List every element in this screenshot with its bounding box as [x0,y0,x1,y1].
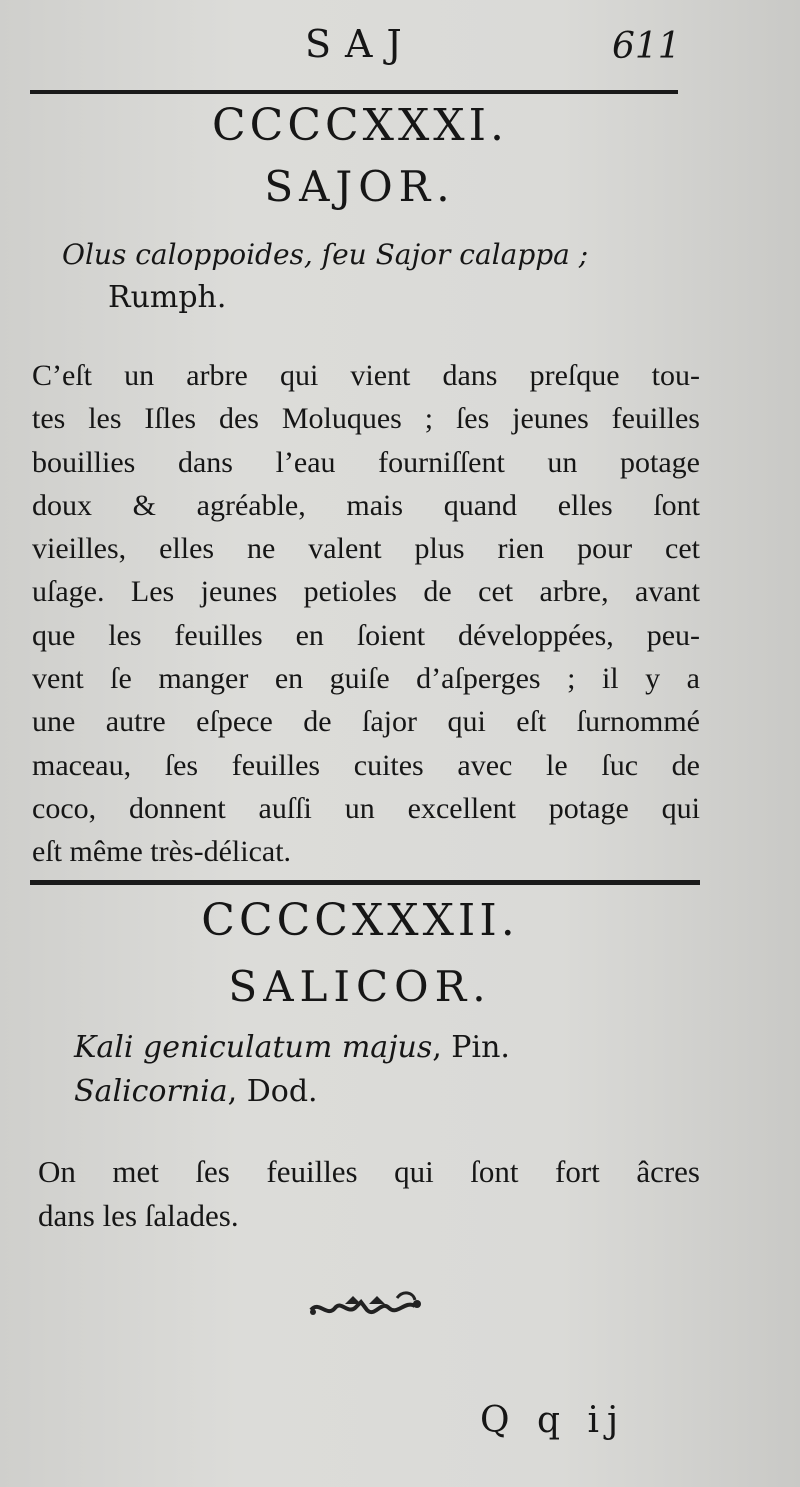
entry-number: CCCCXXXI. [211,100,508,151]
section-rule [30,880,700,885]
page-number: 611 [612,26,681,67]
running-title: SAJ [305,22,416,66]
entry-heading: SALICOR. [228,962,492,1011]
text-line: bouillies dans l’eau fourniſſent un potage [32,445,700,479]
fleuron-ornament-icon [305,1288,425,1324]
text-line: dans les ſalades. [38,1198,239,1233]
text-line: eſt même très-délicat. [32,835,292,869]
text-line: maceau, ſes feuilles cuites avec le ſuc de [32,748,700,782]
synonym-latin: Kali geniculatum majus [74,1030,433,1065]
running-head [0,22,800,72]
text-line: que les feuilles en ſoient développées, peu- [32,618,700,652]
entry-text [38,1150,700,1238]
text-line: vent ſe manger en guiſe d’aſperges ; il y a [32,662,700,696]
signature-mark: Q q ij [480,1400,627,1441]
header-rule [30,90,678,94]
text-line: une autre eſpece de ſajor qui eſt ſurnommé [32,705,700,739]
entry-synonym [74,1030,510,1065]
synonym-latin: Salicornia [74,1074,228,1109]
synonym-author: , Pin. [432,1030,510,1065]
entry-number: CCCCXXXII. [201,895,519,946]
entry-synonym [74,1074,318,1109]
text-line: coco, donnent auſſi un excellent potage qui [32,791,700,825]
entry-synonym: Olus caloppoides, ſeu Sajor calappa ; [62,238,589,271]
entry-heading: SAJOR. [264,162,456,211]
entry-text [32,354,700,874]
entry-synonym-author: Rumph. [108,280,227,315]
text-line: C’eſt un arbre qui vient dans preſque tou- [32,359,700,392]
text-line: doux & agréable, mais quand elles ſont [32,488,700,522]
text-line: On met ſes feuilles qui ſont fort âcres [38,1154,700,1189]
text-line: vieilles, elles ne valent plus rien pour cet [32,532,700,566]
synonym-author: , Dod. [227,1074,318,1109]
text-line: tes les Iſles des Moluques ; ſes jeunes feuilles [32,402,700,436]
text-line: uſage. Les jeunes petioles de cet arbre, avant [32,575,700,609]
